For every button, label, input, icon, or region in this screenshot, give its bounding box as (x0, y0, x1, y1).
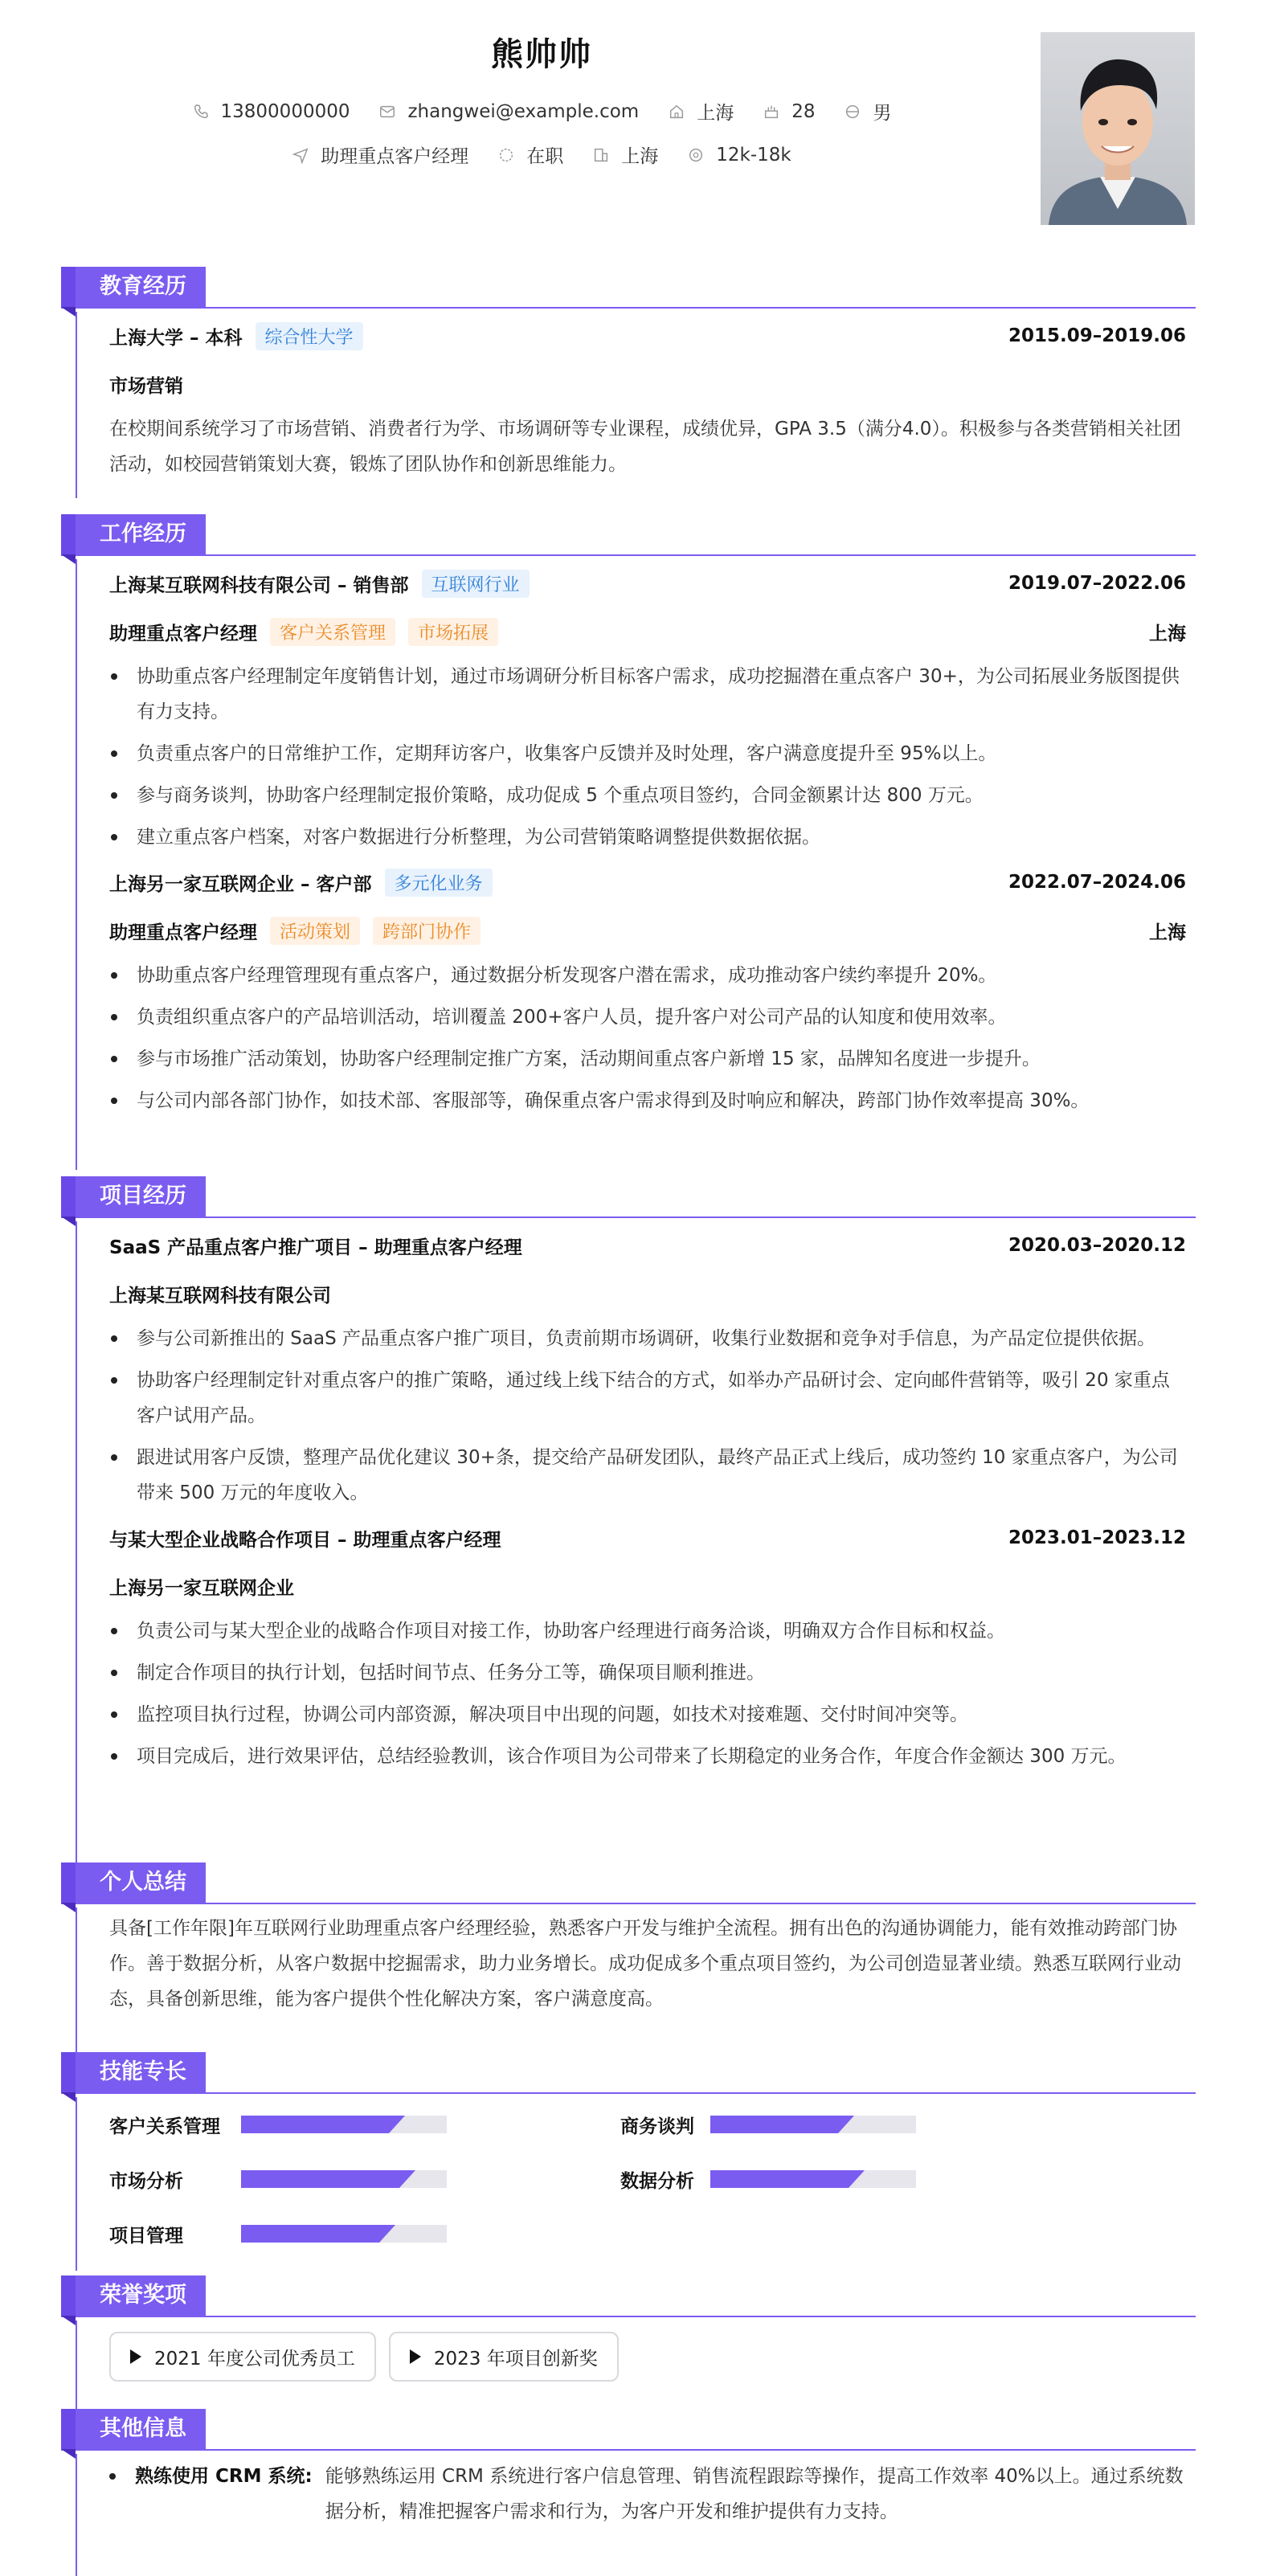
section-body (76, 1907, 1196, 2052)
section-divider (61, 307, 1196, 309)
awards-section (61, 2275, 1196, 2409)
gender-text: 男 (873, 103, 892, 124)
list-item: 负责重点客户的日常维护工作，定期拜访客户，收集客户反馈并及时处理，客户满意度提升至 95%以上。 (137, 733, 1186, 775)
section-divider (61, 1216, 1196, 1218)
section-title: 荣誉奖项 (61, 2275, 206, 2316)
skill-item (109, 2152, 620, 2206)
job-title: 助理重点客户经理 (109, 922, 257, 943)
target-city-item (592, 141, 658, 168)
section-fold-decoration (61, 1903, 76, 1912)
job-title: 助理重点客户经理 (109, 623, 257, 644)
candidate-name: 熊帅帅 (491, 36, 592, 73)
section-header (61, 1862, 1196, 1907)
list-item: 参与市场推广活动策划，协助客户经理制定推广方案，活动期间重点客户新增 15 家，品牌知名度进一步提升。 (137, 1038, 1186, 1080)
list-item: 协助客户经理制定针对重点客户的推广策略，通过线上线下结合的方式，如举办产品研讨会、定向邮件营销等，吸引 20 家重点客户试用产品。 (137, 1360, 1186, 1437)
skill-item (109, 2206, 620, 2261)
award-label: 2023 年项目创新奖 (433, 2348, 598, 2370)
skills-section (61, 2052, 1196, 2271)
gender-icon (844, 103, 861, 121)
section-body (76, 2454, 1196, 2576)
section-header (61, 1176, 1196, 1221)
section-header (61, 2052, 1196, 2097)
project-bullets (109, 1318, 1186, 1514)
section-divider (61, 2092, 1196, 2094)
skill-tag: 跨部门协作 (373, 917, 481, 945)
skill-bar (241, 2225, 447, 2243)
project-org-row (109, 1562, 1186, 1610)
list-item: 参与公司新推出的 SaaS 产品重点客户推广项目，负责前期市场调研，收集行业数据和竞争对手信息，为产品定位提供依据。 (137, 1318, 1186, 1360)
skill-bar (241, 2170, 447, 2188)
skill-bar (241, 2116, 447, 2133)
skills-grid (109, 2097, 1186, 2261)
section-fold-decoration (61, 554, 76, 564)
project-org: 上海另一家互联网企业 (109, 1577, 294, 1599)
section-title: 技能专长 (61, 2052, 206, 2092)
summary-text: 具备[工作年限]年互联网行业助理重点客户经理经验，熟悉客户开发与维护全流程。拥有出色的沟通协调能力，能有效推动跨部门协作。善于数据分析，从客户数据中挖掘需求，助力业务增长。成功促成多个重点项目签约，为公司创造显著业绩。熟悉互联网行业动态，具备创新思维，能为客户提供个性化解决方案，客户满意度高。 (109, 1918, 1181, 2010)
skill-bar (710, 2116, 916, 2133)
section-divider (61, 2449, 1196, 2451)
section-body (76, 1221, 1196, 1864)
award-label: 2021 年度公司优秀员工 (154, 2348, 355, 2370)
profile-photo (1041, 32, 1195, 225)
section-body (76, 312, 1196, 498)
project-org-row (109, 1270, 1186, 1318)
job-info-row (0, 141, 1083, 168)
skill-bar-fill (241, 2116, 389, 2133)
phone-icon (192, 103, 210, 121)
section-divider (61, 1903, 1196, 1904)
list-item: 参与商务谈判，协助客户经理制定报价策略，成功促成 5 个重点项目签约，合同金额累计达 800 万元。 (137, 775, 1186, 816)
job-header-row (109, 858, 1186, 906)
list-item: 监控项目执行过程，协调公司内部资源，解决项目中出现的问题，如技术对接难题、交付时间冲突等。 (137, 1694, 1186, 1736)
project-header-row (109, 1514, 1186, 1562)
education-row (109, 312, 1186, 360)
list-item: 制定合作项目的执行计划，包括时间节点、任务分工等，确保项目顺利推进。 (137, 1652, 1186, 1694)
list-item: 与公司内部各部门协作，如技术部、客服部等，确保重点客户需求得到及时响应和解决，跨部门协作效率提高 30%。 (137, 1080, 1186, 1122)
section-title: 其他信息 (61, 2409, 206, 2449)
target-city-text: 上海 (621, 146, 659, 167)
section-divider (61, 2316, 1196, 2317)
skill-item (109, 2097, 620, 2152)
education-period: 2015.09–2019.06 (1008, 325, 1186, 346)
portrait-image (1041, 32, 1195, 225)
skill-tag: 客户关系管理 (270, 618, 395, 646)
list-item: 项目完成后，进行效果评估，总结经验教训，该合作项目为公司带来了长期稳定的业务合作，年度合作金额达 300 万元。 (137, 1736, 1186, 1777)
education-section (61, 267, 1196, 498)
cake-icon (763, 103, 780, 121)
job-bullets (109, 955, 1186, 1122)
skill-item (620, 2152, 1102, 2206)
skill-tag: 活动策划 (270, 917, 360, 945)
project-period: 2020.03–2020.12 (1008, 1235, 1186, 1256)
section-fold-decoration (61, 2316, 76, 2325)
skill-name: 客户关系管理 (109, 2116, 220, 2137)
education-description: 在校期间系统学习了市场营销、消费者行为学、市场调研等专业课程，成绩优异，GPA 3.5（满分4.0）。积极参与各类营销相关社团活动，如校园营销策划大赛，锻炼了团队协作和创新思维能力。 (109, 419, 1181, 475)
project-title: 与某大型企业战略合作项目 – 助理重点客户经理 (109, 1529, 501, 1551)
section-body (76, 2320, 1196, 2409)
list-item: 负责公司与某大型企业的战略合作项目对接工作，协助客户经理进行商务洽谈，明确双方合作目标和权益。 (137, 1610, 1186, 1652)
section-header (61, 514, 1196, 559)
list-item: 协助重点客户经理制定年度销售计划，通过市场调研分析目标客户需求，成功挖掘潜在重点客户 30+，为公司拓展业务版图提供有力支持。 (137, 656, 1186, 733)
awards-list (109, 2320, 1186, 2394)
section-fold-decoration (61, 1216, 76, 1226)
section-body (76, 559, 1196, 1170)
job-bullets (109, 656, 1186, 858)
job-role-row (109, 906, 1186, 955)
mail-icon (378, 103, 396, 121)
list-item: 协助重点客户经理管理现有重点客户，通过数据分析发现客户潜在需求，成功推动客户续约率提升 20%。 (137, 955, 1186, 996)
section-header (61, 2275, 1196, 2320)
section-title: 工作经历 (61, 514, 206, 554)
major-row (109, 360, 1186, 408)
target-role-text: 助理重点客户经理 (321, 146, 469, 167)
phone-text: 13800000000 (220, 100, 350, 122)
job-role-row (109, 607, 1186, 656)
company-name: 上海某互联网科技有限公司 – 销售部 (109, 574, 409, 596)
skill-name: 市场分析 (109, 2170, 183, 2192)
other-section (61, 2409, 1196, 2576)
skill-item (620, 2097, 1102, 2152)
skill-bar-fill (241, 2170, 399, 2188)
status-icon (497, 146, 515, 164)
city-item (668, 98, 734, 125)
target-role-item (292, 141, 468, 168)
job-location: 上海 (1149, 922, 1186, 943)
section-body (76, 2097, 1196, 2271)
section-divider (61, 554, 1196, 556)
award-chip (109, 2332, 376, 2382)
skill-bar-fill (241, 2225, 379, 2243)
section-header (61, 267, 1196, 312)
other-item-key: 熟练使用 CRM 系统: (135, 2466, 313, 2487)
job-status-text: 在职 (526, 146, 564, 167)
age-text: 28 (791, 100, 816, 122)
city-text: 上海 (697, 103, 734, 124)
building-icon (592, 146, 610, 164)
skill-name: 数据分析 (620, 2170, 694, 2192)
school-tag: 综合性大学 (256, 322, 363, 350)
gender-item (844, 98, 891, 125)
section-title: 个人总结 (61, 1862, 206, 1903)
skill-name: 项目管理 (109, 2225, 183, 2247)
other-item-value: 能够熟练运用 CRM 系统进行客户信息管理、销售流程跟踪等操作，提高工作效率 40%以上。通过系统数据分析，精准把握客户需求和行为，为客户开发和维护提供有力支持。 (325, 2466, 1184, 2522)
salary-icon (687, 146, 705, 164)
age-item (763, 101, 815, 122)
bullet-dot (109, 2473, 116, 2480)
project-period: 2023.01–2023.12 (1008, 1527, 1186, 1548)
skill-name: 商务谈判 (620, 2116, 694, 2137)
phone-item (192, 101, 350, 122)
job-header-row (109, 559, 1186, 607)
job-period: 2022.07–2024.06 (1008, 872, 1186, 893)
home-icon (668, 103, 685, 121)
list-item: 负责组织重点客户的产品培训活动，培训覆盖 200+客户人员，提升客户对公司产品的认知度和使用效率。 (137, 996, 1186, 1038)
other-item (109, 2454, 1186, 2534)
section-title: 教育经历 (61, 267, 206, 307)
industry-tag: 互联网行业 (422, 570, 530, 598)
award-chip (389, 2332, 619, 2382)
section-fold-decoration (61, 307, 76, 317)
summary-section (61, 1862, 1196, 2052)
work-section (61, 514, 1196, 1170)
job-status-item (497, 141, 563, 168)
skill-bar-fill (710, 2116, 838, 2133)
list-item: 跟进试用客户反馈，整理产品优化建议 30+条，提交给产品研发团队，最终产品正式上线后，成功签约 10 家重点客户，为公司带来 500 万元的年度收入。 (137, 1437, 1186, 1514)
email-text: zhangwei@example.com (407, 100, 640, 122)
skill-bar (710, 2170, 916, 2188)
skill-tag: 市场拓展 (408, 618, 498, 646)
section-header (61, 2409, 1196, 2454)
salary-item (687, 145, 791, 166)
major-name: 市场营销 (109, 375, 183, 397)
contact-row (0, 98, 1083, 125)
email-item (378, 101, 639, 122)
school-name: 上海大学 – 本科 (109, 327, 243, 349)
play-icon (410, 2349, 421, 2364)
salary-text: 12k-18k (716, 144, 791, 166)
project-bullets (109, 1610, 1186, 1777)
skill-bar-fill (710, 2170, 849, 2188)
job-location: 上海 (1149, 623, 1186, 644)
send-icon (292, 146, 309, 164)
job-period: 2019.07–2022.06 (1008, 573, 1186, 594)
section-fold-decoration (61, 2092, 76, 2102)
projects-section (61, 1176, 1196, 1864)
company-name: 上海另一家互联网企业 – 客户部 (109, 873, 372, 895)
project-header-row (109, 1221, 1186, 1270)
industry-tag: 多元化业务 (385, 869, 493, 897)
section-title: 项目经历 (61, 1176, 206, 1216)
project-title: SaaS 产品重点客户推广项目 – 助理重点客户经理 (109, 1237, 522, 1258)
project-org: 上海某互联网科技有限公司 (109, 1285, 331, 1306)
list-item: 建立重点客户档案，对客户数据进行分析整理，为公司营销策略调整提供数据依据。 (137, 816, 1186, 858)
play-icon (130, 2349, 141, 2364)
section-fold-decoration (61, 2449, 76, 2459)
